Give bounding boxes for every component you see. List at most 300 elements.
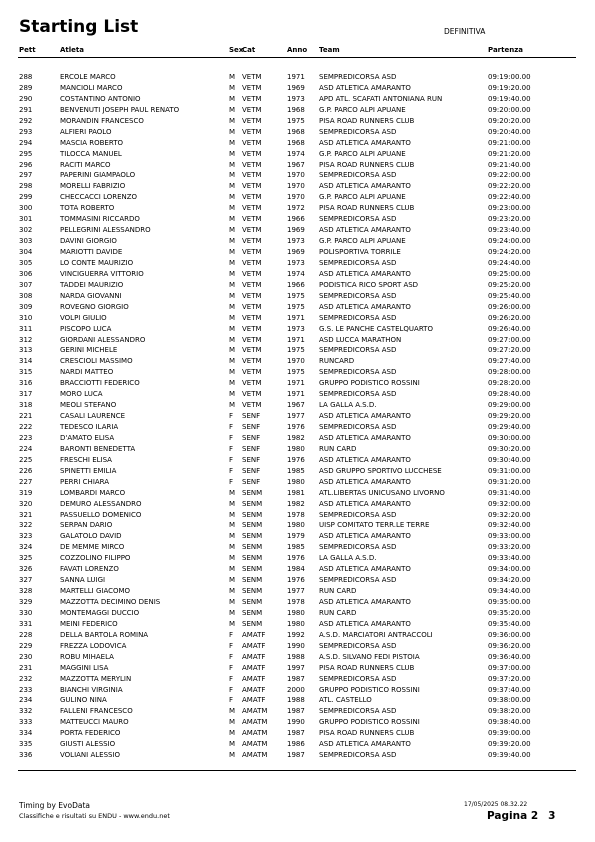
cell-atleta: GULINO NINA (60, 696, 107, 705)
cell-cat: VETM (242, 335, 262, 344)
cell-pett: 322 (19, 521, 33, 530)
cell-anno: 1971 (287, 379, 305, 388)
cell-sex: F (229, 641, 234, 650)
cell-cat: VETM (242, 83, 262, 92)
cell-anno: 1980 (287, 619, 305, 628)
cell-cat: SENM (242, 488, 263, 497)
table-row (0, 553, 595, 564)
cell-pett: 323 (19, 532, 33, 541)
table-row (0, 247, 595, 258)
cell-pett: 305 (19, 258, 33, 267)
cell-anno: 1984 (287, 565, 305, 574)
cell-cat: VETM (242, 291, 262, 300)
cell-cat: VETM (242, 193, 262, 202)
cell-pett: 288 (19, 73, 33, 81)
cell-anno: 1973 (287, 237, 305, 246)
cell-partenza: 09:30:20.00 (488, 444, 531, 453)
cell-pett: 328 (19, 587, 33, 596)
cell-cat: VETM (242, 94, 262, 103)
cell-pett: 304 (19, 248, 33, 256)
table-row (0, 564, 595, 575)
cell-cat: SENF (242, 412, 261, 421)
cell-partenza: 09:24:20.00 (488, 248, 531, 256)
cell-atleta: MARTELLI GIACOMO (60, 587, 131, 596)
cell-partenza: 09:24:40.00 (488, 258, 531, 267)
cell-anno: 1975 (287, 346, 305, 355)
cell-team: SEMPREDICORSA ASD (319, 368, 397, 377)
cell-team: SEMPREDICORSA ASD (319, 543, 397, 552)
cell-team: PISA ROAD RUNNERS CLUB (319, 116, 415, 125)
cell-partenza: 09:19:40.00 (488, 94, 531, 103)
table-row (0, 499, 595, 510)
table-row (0, 335, 595, 346)
cell-team: SEMPREDICORSA ASD (319, 641, 397, 650)
cell-partenza: 09:34:40.00 (488, 587, 531, 596)
cell-team: ASD ATLETICA AMARANTO (319, 499, 411, 508)
cell-pett: 324 (19, 543, 33, 552)
cell-partenza: 09:38:20.00 (488, 707, 531, 716)
cell-sex: M (229, 105, 236, 114)
cell-team: ATL.LIBERTAS UNICUSANO LIVORNO (319, 488, 445, 497)
cell-pett: 290 (19, 94, 33, 103)
cell-anno: 1976 (287, 455, 305, 464)
cell-sex: F (229, 674, 234, 683)
cell-sex: M (229, 237, 236, 246)
cell-pett: 229 (19, 641, 33, 650)
table-bottom-rule (18, 770, 576, 771)
cell-team: SEMPREDICORSA ASD (319, 423, 397, 431)
table-row (0, 356, 595, 367)
cell-anno: 1988 (287, 696, 305, 705)
cell-team: PODISTICA RICO SPORT ASD (319, 280, 419, 289)
cell-sex: M (229, 160, 236, 169)
cell-pett: 321 (19, 510, 33, 519)
cell-partenza: 09:22:20.00 (488, 182, 531, 191)
cell-pett: 310 (19, 313, 33, 322)
cell-anno: 1987 (287, 729, 305, 738)
cell-atleta: BRACCIOTTI FEDERICO (60, 379, 140, 388)
cell-cat: AMATM (242, 751, 268, 760)
cell-team: GRUPPO PODISTICO ROSSINI (319, 379, 420, 388)
cell-pett: 335 (19, 740, 33, 749)
table-row (0, 302, 595, 313)
cell-cat: VETM (242, 160, 262, 169)
cell-anno: 1990 (287, 641, 305, 650)
cell-team: PISA ROAD RUNNERS CLUB (319, 729, 415, 738)
cell-pett: 295 (19, 149, 33, 158)
cell-anno: 1971 (287, 390, 305, 399)
cell-anno: 1969 (287, 248, 305, 256)
cell-sex: M (229, 554, 236, 563)
cell-partenza: 09:30:00.00 (488, 433, 531, 442)
table-row (0, 597, 595, 608)
cell-team: ASD GRUPPO SPORTIVO LUCCHESE (319, 466, 442, 475)
cell-cat: SENM (242, 554, 263, 563)
cell-atleta: ERCOLE MARCO (60, 73, 116, 81)
table-row (0, 674, 595, 685)
table-row (0, 105, 595, 116)
cell-atleta: MASCIA ROBERTO (60, 138, 123, 147)
cell-atleta: LO CONTE MAURIZIO (60, 258, 134, 267)
cell-partenza: 09:20:00.00 (488, 105, 531, 114)
status-label: DEFINITIVA (444, 27, 486, 36)
cell-team: SEMPREDICORSA ASD (319, 390, 397, 399)
cell-anno: 1976 (287, 423, 305, 431)
cell-pett: 299 (19, 193, 33, 202)
cell-atleta: MATTEUCCI MAURO (60, 718, 129, 727)
cell-anno: 1966 (287, 215, 305, 224)
cell-pett: 292 (19, 116, 33, 125)
cell-sex: M (229, 608, 236, 617)
cell-partenza: 09:27:00.00 (488, 335, 531, 344)
cell-atleta: MEINI FEDERICO (60, 619, 118, 628)
cell-cat: SENM (242, 532, 263, 541)
cell-cat: SENM (242, 608, 263, 617)
cell-pett: 308 (19, 291, 33, 300)
cell-atleta: VOLPI GIULIO (60, 313, 107, 322)
cell-pett: 334 (19, 729, 33, 738)
cell-team: SEMPREDICORSA ASD (319, 215, 397, 224)
header-rule (18, 57, 576, 58)
table-row (0, 531, 595, 542)
cell-sex: M (229, 488, 236, 497)
col-sex: Sex (229, 46, 244, 54)
cell-sex: F (229, 412, 234, 421)
cell-atleta: MORO LUCA (60, 390, 103, 399)
cell-partenza: 09:19:20.00 (488, 83, 531, 92)
cell-atleta: GALATOLO DAVID (60, 532, 122, 541)
cell-partenza: 09:36:40.00 (488, 652, 531, 661)
cell-sex: M (229, 532, 236, 541)
cell-cat: VETM (242, 248, 262, 256)
cell-pett: 231 (19, 663, 33, 672)
table-row (0, 345, 595, 356)
cell-partenza: 09:35:20.00 (488, 608, 531, 617)
table-row (0, 695, 595, 706)
cell-cat: VETM (242, 390, 262, 399)
col-team: Team (319, 46, 340, 54)
cell-anno: 1975 (287, 116, 305, 125)
cell-sex: M (229, 751, 236, 760)
cell-sex: F (229, 477, 234, 486)
cell-team: ASD ATLETICA AMARANTO (319, 433, 411, 442)
cell-partenza: 09:27:40.00 (488, 357, 531, 366)
cell-partenza: 09:21:00.00 (488, 138, 531, 147)
cell-anno: 1973 (287, 324, 305, 333)
cell-pett: 221 (19, 412, 33, 421)
cell-sex: M (229, 127, 236, 136)
cell-partenza: 09:39:40.00 (488, 751, 531, 760)
cell-atleta: NARDI MATTEO (60, 368, 114, 377)
cell-partenza: 09:29:00.00 (488, 401, 531, 410)
table-row (0, 608, 595, 619)
cell-sex: M (229, 390, 236, 399)
cell-anno: 1966 (287, 280, 305, 289)
cell-atleta: DAVINI GIORGIO (60, 237, 117, 246)
cell-team: G.S. LE PANCHE CASTELQUARTO (319, 324, 433, 333)
col-pett: Pett (19, 46, 36, 54)
cell-pett: 332 (19, 707, 33, 716)
cell-sex: F (229, 466, 234, 475)
cell-sex: F (229, 663, 234, 672)
cell-cat: AMATM (242, 718, 268, 727)
cell-team: SEMPREDICORSA ASD (319, 127, 397, 136)
cell-partenza: 09:26:40.00 (488, 324, 531, 333)
cell-atleta: PISCOPO LUCA (60, 324, 112, 333)
cell-partenza: 09:27:20.00 (488, 346, 531, 355)
cell-cat: SENF (242, 423, 261, 431)
cell-cat: VETM (242, 401, 262, 410)
table-header (0, 46, 595, 56)
cell-cat: AMATM (242, 740, 268, 749)
cell-anno: 1992 (287, 630, 305, 639)
cell-anno: 1977 (287, 587, 305, 596)
cell-cat: VETM (242, 138, 262, 147)
cell-sex: M (229, 565, 236, 574)
cell-pett: 317 (19, 390, 33, 399)
cell-cat: SENM (242, 576, 263, 585)
cell-team: ASD ATLETICA AMARANTO (319, 226, 411, 235)
table-row (0, 269, 595, 280)
cell-atleta: BIANCHI VIRGINIA (60, 685, 123, 694)
cell-partenza: 09:39:20.00 (488, 740, 531, 749)
cell-sex: M (229, 707, 236, 716)
cell-team: RUN CARD (319, 608, 357, 617)
cell-sex: M (229, 116, 236, 125)
table-row (0, 619, 595, 630)
cell-pett: 227 (19, 477, 33, 486)
cell-pett: 232 (19, 674, 33, 683)
cell-cat: AMATF (242, 663, 266, 672)
cell-sex: M (229, 510, 236, 519)
table-row (0, 477, 595, 488)
cell-partenza: 09:19:00.00 (488, 73, 531, 81)
cell-team: POLISPORTIVA TORRILE (319, 248, 401, 256)
table-row (0, 236, 595, 247)
cell-anno: 1973 (287, 258, 305, 267)
cell-atleta: MORELLI FABRIZIO (60, 182, 126, 191)
cell-sex: F (229, 444, 234, 453)
page-total: 3 (548, 810, 556, 822)
cell-anno: 1990 (287, 718, 305, 727)
cell-pett: 313 (19, 346, 33, 355)
cell-atleta: CHECCACCI LORENZO (60, 193, 138, 202)
table-row (0, 728, 595, 739)
cell-sex: M (229, 193, 236, 202)
cell-anno: 1975 (287, 368, 305, 377)
cell-atleta: RACITI MARCO (60, 160, 111, 169)
cell-partenza: 09:29:20.00 (488, 412, 531, 421)
cell-pett: 222 (19, 423, 33, 431)
cell-atleta: MAGGINI LISA (60, 663, 109, 672)
cell-team: GRUPPO PODISTICO ROSSINI (319, 685, 420, 694)
cell-cat: VETM (242, 346, 262, 355)
cell-team: G.P. PARCO ALPI APUANE (319, 237, 406, 246)
cell-anno: 1980 (287, 521, 305, 530)
cell-sex: M (229, 379, 236, 388)
cell-pett: 315 (19, 368, 33, 377)
cell-sex: M (229, 587, 236, 596)
cell-atleta: TADDEI MAURIZIO (60, 280, 124, 289)
cell-team: ASD ATLETICA AMARANTO (319, 619, 411, 628)
cell-pett: 336 (19, 751, 33, 760)
cell-cat: AMATF (242, 641, 266, 650)
cell-atleta: LOMBARDI MARCO (60, 488, 126, 497)
cell-atleta: MAZZOTTA MERYLIN (60, 674, 132, 683)
footer-timing: Timing by EvoData (19, 801, 90, 810)
cell-sex: M (229, 182, 236, 191)
table-row (0, 72, 595, 83)
cell-team: GRUPPO PODISTICO ROSSINI (319, 718, 420, 727)
table-row (0, 127, 595, 138)
cell-sex: F (229, 423, 234, 431)
cell-anno: 1970 (287, 193, 305, 202)
cell-atleta: VOLIANI ALESSIO (60, 751, 121, 760)
cell-partenza: 09:34:20.00 (488, 576, 531, 585)
cell-partenza: 09:28:40.00 (488, 390, 531, 399)
table-row (0, 170, 595, 181)
cell-cat: SENM (242, 619, 263, 628)
cell-cat: SENM (242, 565, 263, 574)
cell-pett: 303 (19, 237, 33, 246)
cell-pett: 228 (19, 630, 33, 639)
cell-cat: VETM (242, 368, 262, 377)
cell-team: ASD ATLETICA AMARANTO (319, 455, 411, 464)
cell-sex: F (229, 630, 234, 639)
cell-anno: 1975 (287, 291, 305, 300)
cell-partenza: 09:21:40.00 (488, 160, 531, 169)
cell-pett: 316 (19, 379, 33, 388)
cell-team: PISA ROAD RUNNERS CLUB (319, 663, 415, 672)
cell-atleta: DEMURO ALESSANDRO (60, 499, 142, 508)
cell-partenza: 09:32:40.00 (488, 521, 531, 530)
cell-partenza: 09:32:20.00 (488, 510, 531, 519)
cell-cat: VETM (242, 269, 262, 278)
page-label: Pagina 2 (487, 810, 539, 822)
cell-atleta: PAPERINI GIAMPAOLO (60, 171, 136, 180)
cell-anno: 1970 (287, 171, 305, 180)
cell-atleta: BENVENUTI JOSEPH PAUL RENATO (60, 105, 180, 114)
cell-pett: 314 (19, 357, 33, 366)
cell-atleta: FRESCHI ELISA (60, 455, 112, 464)
cell-sex: M (229, 248, 236, 256)
cell-partenza: 09:24:00.00 (488, 237, 531, 246)
cell-team: UISP COMITATO TERR.LE TERRE (319, 521, 430, 530)
cell-pett: 300 (19, 204, 33, 213)
cell-anno: 1969 (287, 83, 305, 92)
table-row (0, 663, 595, 674)
cell-partenza: 09:32:00.00 (488, 499, 531, 508)
cell-atleta: GIORDANI ALESSANDRO (60, 335, 146, 344)
cell-sex: M (229, 718, 236, 727)
cell-team: ASD ATLETICA AMARANTO (319, 477, 411, 486)
cell-partenza: 09:35:40.00 (488, 619, 531, 628)
cell-partenza: 09:35:00.00 (488, 598, 531, 606)
cell-cat: VETM (242, 313, 262, 322)
cell-team: ASD ATLETICA AMARANTO (319, 269, 411, 278)
cell-sex: M (229, 258, 236, 267)
cell-anno: 1982 (287, 433, 305, 442)
cell-team: ASD ATLETICA AMARANTO (319, 532, 411, 541)
table-row (0, 455, 595, 466)
cell-team: PISA ROAD RUNNERS CLUB (319, 160, 415, 169)
cell-pett: 226 (19, 466, 33, 475)
cell-partenza: 09:25:00.00 (488, 269, 531, 278)
cell-team: ASD ATLETICA AMARANTO (319, 598, 411, 606)
cell-team: RUN CARD (319, 587, 357, 596)
cell-sex: M (229, 83, 236, 92)
table-row (0, 466, 595, 477)
table-row (0, 444, 595, 455)
cell-atleta: COSTANTINO ANTONIO (60, 94, 141, 103)
table-row (0, 280, 595, 291)
table-row (0, 400, 595, 411)
col-partenza: Partenza (488, 46, 523, 54)
cell-pett: 309 (19, 302, 33, 311)
cell-sex: M (229, 149, 236, 158)
cell-cat: SENM (242, 587, 263, 596)
cell-cat: VETM (242, 204, 262, 213)
cell-atleta: GERINI MICHELE (60, 346, 118, 355)
table-row (0, 488, 595, 499)
table-row (0, 214, 595, 225)
cell-team: SEMPREDICORSA ASD (319, 258, 397, 267)
table-row (0, 116, 595, 127)
cell-atleta: SERPAN DARIO (60, 521, 113, 530)
cell-cat: VETM (242, 258, 262, 267)
cell-cat: AMATF (242, 652, 266, 661)
cell-team: ASD ATLETICA AMARANTO (319, 83, 411, 92)
cell-sex: M (229, 401, 236, 410)
cell-team: A.S.D. MARCIATORI ANTRACCOLI (319, 630, 433, 639)
cell-partenza: 09:36:20.00 (488, 641, 531, 650)
cell-pett: 333 (19, 718, 33, 727)
table-row (0, 739, 595, 750)
cell-anno: 1973 (287, 94, 305, 103)
cell-team: ASD ATLETICA AMARANTO (319, 740, 411, 749)
cell-anno: 1977 (287, 412, 305, 421)
cell-team: ASD ATLETICA AMARANTO (319, 182, 411, 191)
cell-anno: 1980 (287, 608, 305, 617)
table-row (0, 510, 595, 521)
cell-pett: 312 (19, 335, 33, 344)
cell-anno: 1976 (287, 576, 305, 585)
cell-cat: SENM (242, 598, 263, 606)
cell-pett: 318 (19, 401, 33, 410)
cell-cat: AMATM (242, 729, 268, 738)
cell-partenza: 09:37:00.00 (488, 663, 531, 672)
table-row (0, 160, 595, 171)
cell-pett: 293 (19, 127, 33, 136)
cell-team: A.S.D. SILVANO FEDI PISTOIA (319, 652, 420, 661)
cell-partenza: 09:25:20.00 (488, 280, 531, 289)
cell-cat: VETM (242, 215, 262, 224)
cell-partenza: 09:30:40.00 (488, 455, 531, 464)
cell-cat: SENM (242, 510, 263, 519)
cell-team: SEMPREDICORSA ASD (319, 171, 397, 180)
cell-pett: 326 (19, 565, 33, 574)
cell-anno: 1978 (287, 598, 305, 606)
cell-anno: 1968 (287, 127, 305, 136)
cell-atleta: MARIOTTI DAVIDE (60, 248, 123, 256)
cell-cat: VETM (242, 324, 262, 333)
cell-atleta: FALLENI FRANCESCO (60, 707, 133, 716)
cell-cat: AMATF (242, 674, 266, 683)
cell-team: SEMPREDICORSA ASD (319, 674, 397, 683)
cell-anno: 1968 (287, 105, 305, 114)
cell-partenza: 09:23:40.00 (488, 226, 531, 235)
cell-partenza: 09:31:40.00 (488, 488, 531, 497)
